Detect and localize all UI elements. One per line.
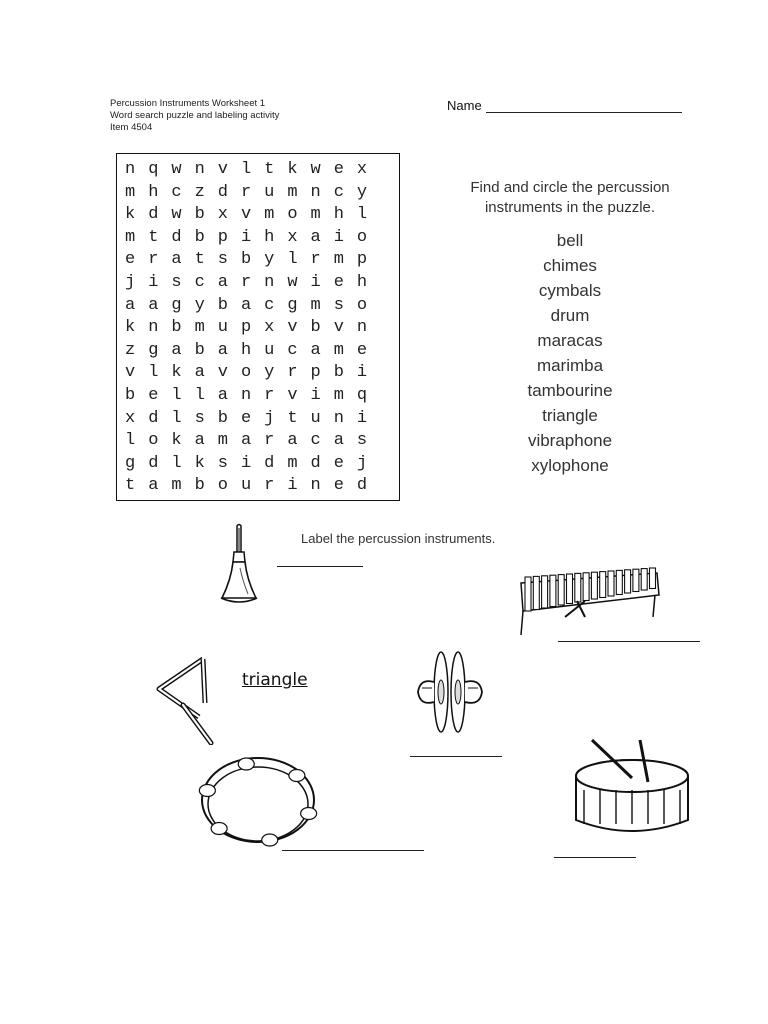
- puzzle-letter[interactable]: l: [194, 386, 205, 405]
- worksheet-item-number: Item 4504: [110, 122, 153, 133]
- xylophone-icon: [515, 565, 665, 639]
- worksheet-header: [110, 98, 279, 134]
- tambourine-jingle: [238, 758, 254, 770]
- puzzle-letter[interactable]: o: [148, 431, 159, 451]
- word-list-item: tambourine: [527, 381, 613, 400]
- puzzle-letter[interactable]: l: [287, 250, 298, 270]
- puzzle-letter[interactable]: m: [264, 205, 275, 225]
- puzzle-letter[interactable]: d: [310, 453, 321, 473]
- puzzle-letter[interactable]: e: [125, 250, 136, 270]
- puzzle-row: [125, 296, 380, 315]
- puzzle-letter[interactable]: u: [264, 182, 275, 202]
- puzzle-row: [125, 409, 380, 428]
- search-instructions: [440, 178, 700, 218]
- puzzle-letter[interactable]: h: [356, 273, 368, 292]
- tambourine-icon: [196, 752, 320, 854]
- puzzle-letter[interactable]: d: [148, 205, 159, 225]
- puzzle-letter[interactable]: o: [356, 295, 368, 315]
- puzzle-letter[interactable]: r: [264, 386, 275, 405]
- puzzle-letter[interactable]: n: [125, 160, 136, 179]
- puzzle-letter[interactable]: e: [333, 273, 344, 292]
- puzzle-letter[interactable]: b: [333, 363, 344, 383]
- tambourine-jingle: [289, 769, 305, 781]
- puzzle-letter[interactable]: a: [287, 431, 298, 451]
- puzzle-letter[interactable]: e: [356, 340, 368, 360]
- puzzle-letter[interactable]: a: [217, 386, 228, 405]
- puzzle-letter[interactable]: l: [125, 431, 136, 451]
- puzzle-letter[interactable]: m: [125, 227, 136, 247]
- word-list-item: vibraphone: [527, 431, 613, 450]
- cymbals-icon: [406, 648, 496, 738]
- puzzle-letter[interactable]: i: [148, 273, 159, 292]
- tambourine-answer-line[interactable]: [282, 850, 424, 851]
- puzzle-letter[interactable]: s: [217, 453, 228, 473]
- puzzle-letter[interactable]: v: [287, 386, 298, 405]
- puzzle-letter[interactable]: i: [240, 227, 252, 247]
- puzzle-letter[interactable]: m: [171, 476, 182, 496]
- puzzle-letter[interactable]: l: [171, 386, 182, 405]
- puzzle-letter[interactable]: l: [240, 160, 252, 179]
- puzzle-letter[interactable]: s: [333, 295, 344, 315]
- puzzle-letter[interactable]: k: [171, 431, 182, 451]
- puzzle-letter[interactable]: y: [356, 182, 368, 202]
- puzzle-letter[interactable]: p: [356, 250, 368, 270]
- puzzle-letter[interactable]: a: [310, 227, 321, 247]
- tambourine-jingle: [211, 823, 227, 835]
- puzzle-letter[interactable]: y: [194, 295, 205, 315]
- xylophone-bar: [558, 575, 564, 605]
- puzzle-letter[interactable]: n: [148, 318, 159, 338]
- puzzle-letter[interactable]: r: [240, 182, 252, 202]
- xylophone-bar: [641, 569, 647, 590]
- puzzle-letter[interactable]: r: [287, 363, 298, 383]
- word-list: [460, 228, 680, 478]
- puzzle-letter[interactable]: a: [194, 363, 205, 383]
- tambourine-jingle: [301, 808, 317, 820]
- puzzle-row: [125, 160, 380, 179]
- puzzle-letter[interactable]: a: [240, 431, 252, 451]
- puzzle-letter[interactable]: k: [171, 363, 182, 383]
- puzzle-letter[interactable]: i: [356, 408, 368, 428]
- puzzle-letter[interactable]: x: [356, 160, 368, 179]
- xylophone-bar: [591, 572, 597, 599]
- puzzle-letter[interactable]: d: [264, 453, 275, 473]
- puzzle-letter[interactable]: b: [194, 340, 205, 360]
- bell-icon: [214, 522, 264, 608]
- xylophone-bar: [608, 571, 614, 596]
- puzzle-letter[interactable]: v: [217, 160, 228, 179]
- puzzle-row: [125, 476, 380, 495]
- puzzle-letter[interactable]: a: [148, 295, 159, 315]
- puzzle-letter[interactable]: x: [287, 227, 298, 247]
- puzzle-letter[interactable]: d: [171, 227, 182, 247]
- tambourine-jingle: [199, 784, 215, 796]
- puzzle-letter[interactable]: w: [287, 273, 298, 292]
- puzzle-letter[interactable]: z: [125, 340, 136, 360]
- puzzle-letter[interactable]: r: [310, 250, 321, 270]
- puzzle-letter[interactable]: n: [310, 476, 321, 496]
- triangle-answer: triangle: [242, 670, 308, 690]
- puzzle-letter[interactable]: e: [333, 160, 344, 179]
- xylophone-bar: [583, 573, 589, 601]
- puzzle-letter[interactable]: i: [333, 227, 344, 247]
- xylophone-bar: [600, 572, 606, 598]
- puzzle-letter[interactable]: m: [287, 182, 298, 202]
- puzzle-letter[interactable]: v: [217, 363, 228, 383]
- word-list-item: xylophone: [531, 456, 609, 475]
- puzzle-letter[interactable]: y: [264, 250, 275, 270]
- xylophone-bar: [525, 577, 531, 611]
- puzzle-letter[interactable]: t: [148, 227, 159, 247]
- puzzle-letter[interactable]: p: [310, 363, 321, 383]
- puzzle-letter[interactable]: c: [264, 295, 275, 315]
- puzzle-letter[interactable]: c: [194, 273, 205, 292]
- puzzle-letter[interactable]: u: [310, 408, 321, 428]
- puzzle-row: [125, 183, 380, 202]
- xylophone-bar: [650, 568, 656, 589]
- xylophone-bar: [550, 575, 556, 606]
- search-instructions-line-1: Find and circle the percussion: [470, 179, 670, 196]
- puzzle-letter[interactable]: p: [217, 227, 228, 247]
- puzzle-letter[interactable]: q: [148, 160, 159, 179]
- word-list-item: cymbals: [538, 281, 602, 300]
- worksheet-title: Percussion Instruments Worksheet 1: [110, 98, 266, 109]
- puzzle-letter[interactable]: v: [240, 205, 252, 225]
- puzzle-letter[interactable]: m: [333, 340, 344, 360]
- puzzle-letter[interactable]: b: [171, 318, 182, 338]
- puzzle-letter[interactable]: e: [148, 386, 159, 405]
- puzzle-letter[interactable]: m: [125, 182, 136, 202]
- puzzle-letter[interactable]: o: [240, 363, 252, 383]
- word-list-item: triangle: [542, 406, 598, 425]
- puzzle-row: [125, 341, 380, 360]
- xylophone-bar: [625, 570, 631, 593]
- xylophone-bar: [616, 570, 622, 594]
- puzzle-letter[interactable]: a: [148, 476, 159, 496]
- xylophone-bar: [567, 574, 573, 604]
- puzzle-letter[interactable]: l: [148, 363, 159, 383]
- puzzle-row: [125, 431, 380, 450]
- puzzle-letter[interactable]: l: [356, 205, 368, 225]
- puzzle-letter[interactable]: x: [125, 408, 136, 428]
- puzzle-letter[interactable]: d: [148, 453, 159, 473]
- puzzle-letter[interactable]: b: [125, 386, 136, 405]
- puzzle-letter[interactable]: k: [125, 318, 136, 338]
- xylophone-answer-line[interactable]: [558, 641, 700, 642]
- puzzle-letter[interactable]: q: [356, 386, 368, 405]
- puzzle-letter[interactable]: j: [125, 273, 136, 292]
- puzzle-letter[interactable]: m: [333, 386, 344, 405]
- word-list-item: chimes: [543, 256, 597, 275]
- puzzle-letter[interactable]: v: [125, 363, 136, 383]
- name-blank-line[interactable]: [486, 100, 682, 113]
- puzzle-letter[interactable]: u: [264, 340, 275, 360]
- puzzle-letter[interactable]: m: [287, 453, 298, 473]
- puzzle-letter[interactable]: a: [171, 340, 182, 360]
- puzzle-letter[interactable]: e: [333, 453, 344, 473]
- puzzle-letter[interactable]: c: [333, 182, 344, 202]
- drum-icon: [570, 736, 696, 836]
- puzzle-row: [125, 363, 380, 382]
- puzzle-letter[interactable]: j: [264, 408, 275, 428]
- puzzle-letter[interactable]: m: [310, 205, 321, 225]
- puzzle-letter[interactable]: b: [194, 476, 205, 496]
- puzzle-letter[interactable]: m: [217, 431, 228, 451]
- puzzle-letter[interactable]: i: [310, 273, 321, 292]
- puzzle-letter[interactable]: w: [171, 160, 182, 179]
- puzzle-letter[interactable]: i: [356, 363, 368, 383]
- puzzle-letter[interactable]: t: [194, 250, 205, 270]
- puzzle-letter[interactable]: d: [148, 408, 159, 428]
- name-label: Name: [447, 98, 482, 113]
- puzzle-letter[interactable]: i: [240, 453, 252, 473]
- puzzle-letter[interactable]: l: [171, 408, 182, 428]
- word-list-item: marimba: [536, 356, 604, 375]
- puzzle-letter[interactable]: g: [125, 453, 136, 473]
- puzzle-letter[interactable]: z: [194, 182, 205, 202]
- word-search-grid: [116, 153, 400, 501]
- puzzle-letter[interactable]: k: [125, 205, 136, 225]
- puzzle-letter[interactable]: b: [217, 408, 228, 428]
- puzzle-letter[interactable]: c: [310, 431, 321, 451]
- puzzle-letter[interactable]: b: [194, 227, 205, 247]
- puzzle-row: [125, 250, 380, 269]
- puzzle-letter[interactable]: g: [148, 340, 159, 360]
- puzzle-letter[interactable]: v: [333, 318, 344, 338]
- puzzle-letter[interactable]: a: [217, 273, 228, 292]
- puzzle-letter[interactable]: g: [287, 295, 298, 315]
- puzzle-letter[interactable]: w: [310, 160, 321, 179]
- puzzle-letter[interactable]: i: [310, 386, 321, 405]
- puzzle-letter[interactable]: h: [333, 205, 344, 225]
- puzzle-letter[interactable]: b: [240, 250, 252, 270]
- puzzle-letter[interactable]: y: [264, 363, 275, 383]
- xylophone-bar: [533, 576, 539, 609]
- puzzle-letter[interactable]: p: [240, 318, 252, 338]
- puzzle-letter[interactable]: t: [125, 476, 136, 496]
- puzzle-letter[interactable]: s: [217, 250, 228, 270]
- xylophone-bar: [575, 573, 581, 602]
- word-list-item: drum: [550, 306, 590, 325]
- puzzle-row: [125, 273, 380, 292]
- puzzle-letter[interactable]: w: [171, 205, 182, 225]
- name-field: [447, 98, 682, 113]
- puzzle-row: [125, 318, 380, 337]
- xylophone-bar: [542, 576, 548, 608]
- puzzle-row: [125, 228, 380, 247]
- puzzle-letter[interactable]: a: [125, 295, 136, 315]
- label-instructions: Label the percussion instruments.: [301, 531, 496, 546]
- puzzle-letter[interactable]: t: [287, 408, 298, 428]
- xylophone-bar: [633, 569, 639, 591]
- puzzle-letter[interactable]: x: [217, 205, 228, 225]
- puzzle-letter[interactable]: j: [356, 453, 368, 473]
- puzzle-letter[interactable]: b: [310, 318, 321, 338]
- puzzle-letter[interactable]: x: [264, 318, 275, 338]
- puzzle-letter[interactable]: k: [287, 160, 298, 179]
- puzzle-letter[interactable]: a: [333, 431, 344, 451]
- tambourine-jingle: [262, 834, 278, 846]
- puzzle-letter[interactable]: i: [287, 476, 298, 496]
- puzzle-letter[interactable]: u: [240, 476, 252, 496]
- puzzle-letter[interactable]: a: [217, 340, 228, 360]
- puzzle-letter[interactable]: n: [356, 318, 368, 338]
- puzzle-letter[interactable]: r: [264, 431, 275, 451]
- puzzle-row: [125, 454, 380, 473]
- puzzle-letter[interactable]: r: [240, 273, 252, 292]
- worksheet-subtitle: Word search puzzle and labeling activity: [110, 110, 280, 121]
- puzzle-letter[interactable]: m: [194, 318, 205, 338]
- puzzle-letter[interactable]: v: [287, 318, 298, 338]
- puzzle-letter[interactable]: a: [240, 295, 252, 315]
- puzzle-letter[interactable]: a: [310, 340, 321, 360]
- puzzle-letter[interactable]: k: [194, 453, 205, 473]
- triangle-icon: [155, 655, 225, 745]
- puzzle-letter[interactable]: l: [171, 453, 182, 473]
- puzzle-letter[interactable]: s: [356, 431, 368, 451]
- puzzle-letter[interactable]: b: [217, 295, 228, 315]
- puzzle-row: [125, 386, 380, 405]
- search-instructions-line-2: instruments in the puzzle.: [484, 199, 656, 216]
- puzzle-letter[interactable]: h: [148, 182, 159, 202]
- word-list-item: maracas: [537, 331, 603, 350]
- puzzle-row: [125, 205, 380, 224]
- puzzle-letter[interactable]: o: [356, 227, 368, 247]
- puzzle-letter[interactable]: c: [287, 340, 298, 360]
- puzzle-letter[interactable]: d: [356, 476, 368, 496]
- puzzle-letter[interactable]: h: [240, 340, 252, 360]
- puzzle-letter[interactable]: c: [171, 182, 182, 202]
- puzzle-letter[interactable]: b: [194, 205, 205, 225]
- puzzle-letter[interactable]: a: [194, 431, 205, 451]
- puzzle-letter[interactable]: n: [333, 408, 344, 428]
- puzzle-letter[interactable]: t: [264, 160, 275, 179]
- puzzle-letter[interactable]: e: [240, 408, 252, 428]
- puzzle-letter[interactable]: u: [217, 318, 228, 338]
- puzzle-letter[interactable]: n: [264, 273, 275, 292]
- puzzle-letter[interactable]: h: [264, 227, 275, 247]
- puzzle-letter[interactable]: n: [310, 182, 321, 202]
- puzzle-letter[interactable]: g: [171, 295, 182, 315]
- puzzle-letter[interactable]: o: [217, 476, 228, 496]
- puzzle-letter[interactable]: m: [310, 295, 321, 315]
- puzzle-letter[interactable]: s: [194, 408, 205, 428]
- cymbals-answer-line[interactable]: [410, 756, 502, 757]
- puzzle-letter[interactable]: d: [217, 182, 228, 202]
- word-list-item: bell: [556, 231, 584, 250]
- bell-answer-line[interactable]: [277, 566, 363, 567]
- puzzle-letter[interactable]: o: [287, 205, 298, 225]
- puzzle-letter[interactable]: r: [264, 476, 275, 496]
- puzzle-letter[interactable]: n: [194, 160, 205, 179]
- drum-answer-line[interactable]: [554, 857, 636, 858]
- puzzle-letter[interactable]: m: [333, 250, 344, 270]
- puzzle-letter[interactable]: n: [240, 386, 252, 405]
- puzzle-letter[interactable]: r: [148, 250, 159, 270]
- puzzle-letter[interactable]: a: [171, 250, 182, 270]
- puzzle-letter[interactable]: s: [171, 273, 182, 292]
- puzzle-letter[interactable]: e: [333, 476, 344, 496]
